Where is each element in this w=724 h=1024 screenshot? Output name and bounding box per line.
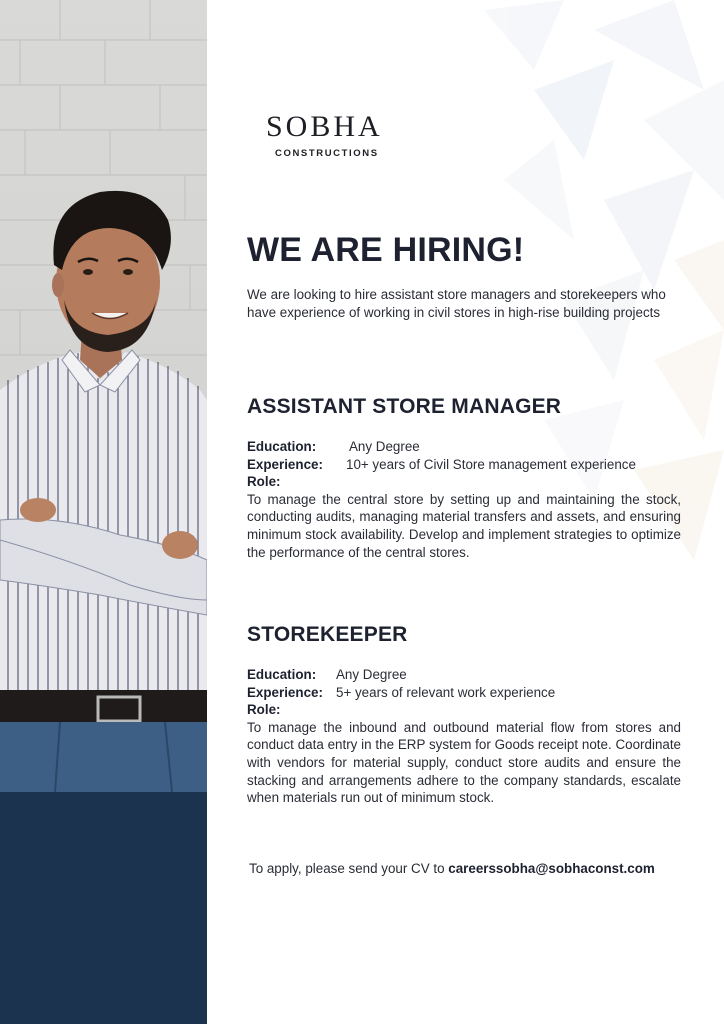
company-logo <box>266 112 383 159</box>
role-row <box>247 701 681 719</box>
apply-email-link[interactable]: careerssobha@sobhaconst.com <box>448 861 655 876</box>
experience-row <box>247 684 681 702</box>
hiring-headline: WE ARE HIRING! <box>247 231 525 269</box>
navy-accent-block <box>0 792 207 1024</box>
education-row <box>247 666 681 684</box>
education-value: Any Degree <box>349 439 420 454</box>
person-figure <box>0 191 207 792</box>
candidate-photo <box>0 0 207 792</box>
education-label: Education: <box>247 667 317 682</box>
logo-subtitle: CONSTRUCTIONS <box>275 148 379 159</box>
logo-wordmark: SOBHA <box>266 110 383 143</box>
role-label: Role: <box>247 702 281 718</box>
job-details-assistant-store-manager <box>247 438 681 561</box>
experience-value: 5+ years of relevant work experience <box>336 684 556 700</box>
job-title-storekeeper: STOREKEEPER <box>247 623 408 646</box>
experience-row <box>247 456 681 474</box>
brick-wall-background <box>0 0 207 792</box>
intro-text: We are looking to hire assistant store managers and storekeepers who have experience of working in civil stores in high-rise building projects <box>247 287 666 320</box>
job-title-assistant-store-manager: ASSISTANT STORE MANAGER <box>247 395 562 418</box>
education-row <box>247 438 681 456</box>
experience-label: Experience: <box>247 684 323 700</box>
experience-value: 10+ years of Civil Store management experience <box>346 456 636 472</box>
role-description: To manage the inbound and outbound material flow from stores and conduct data entry in the ERP system for Goods receipt note. Coordinate with vendors for material supply, conduct store audits and ensure the stacking and arrangements adhere to the company standards, escalate when materials run out of minimum stock. <box>247 719 681 806</box>
role-label: Role: <box>247 474 281 490</box>
job-details-storekeeper <box>247 666 681 807</box>
education-label: Education: <box>247 439 317 454</box>
role-description: To manage the central store by setting up and maintaining the stock, conducting audits, managing material transfers and assets, and ensuring minimum stock availability. Develop and implement strategies to optimize the performance of the central stores. <box>247 491 681 560</box>
apply-instructions <box>249 861 655 876</box>
education-value: Any Degree <box>336 667 407 682</box>
experience-label: Experience: <box>247 456 323 472</box>
role-row <box>247 473 681 491</box>
apply-text: To apply, please send your CV to <box>249 861 445 876</box>
